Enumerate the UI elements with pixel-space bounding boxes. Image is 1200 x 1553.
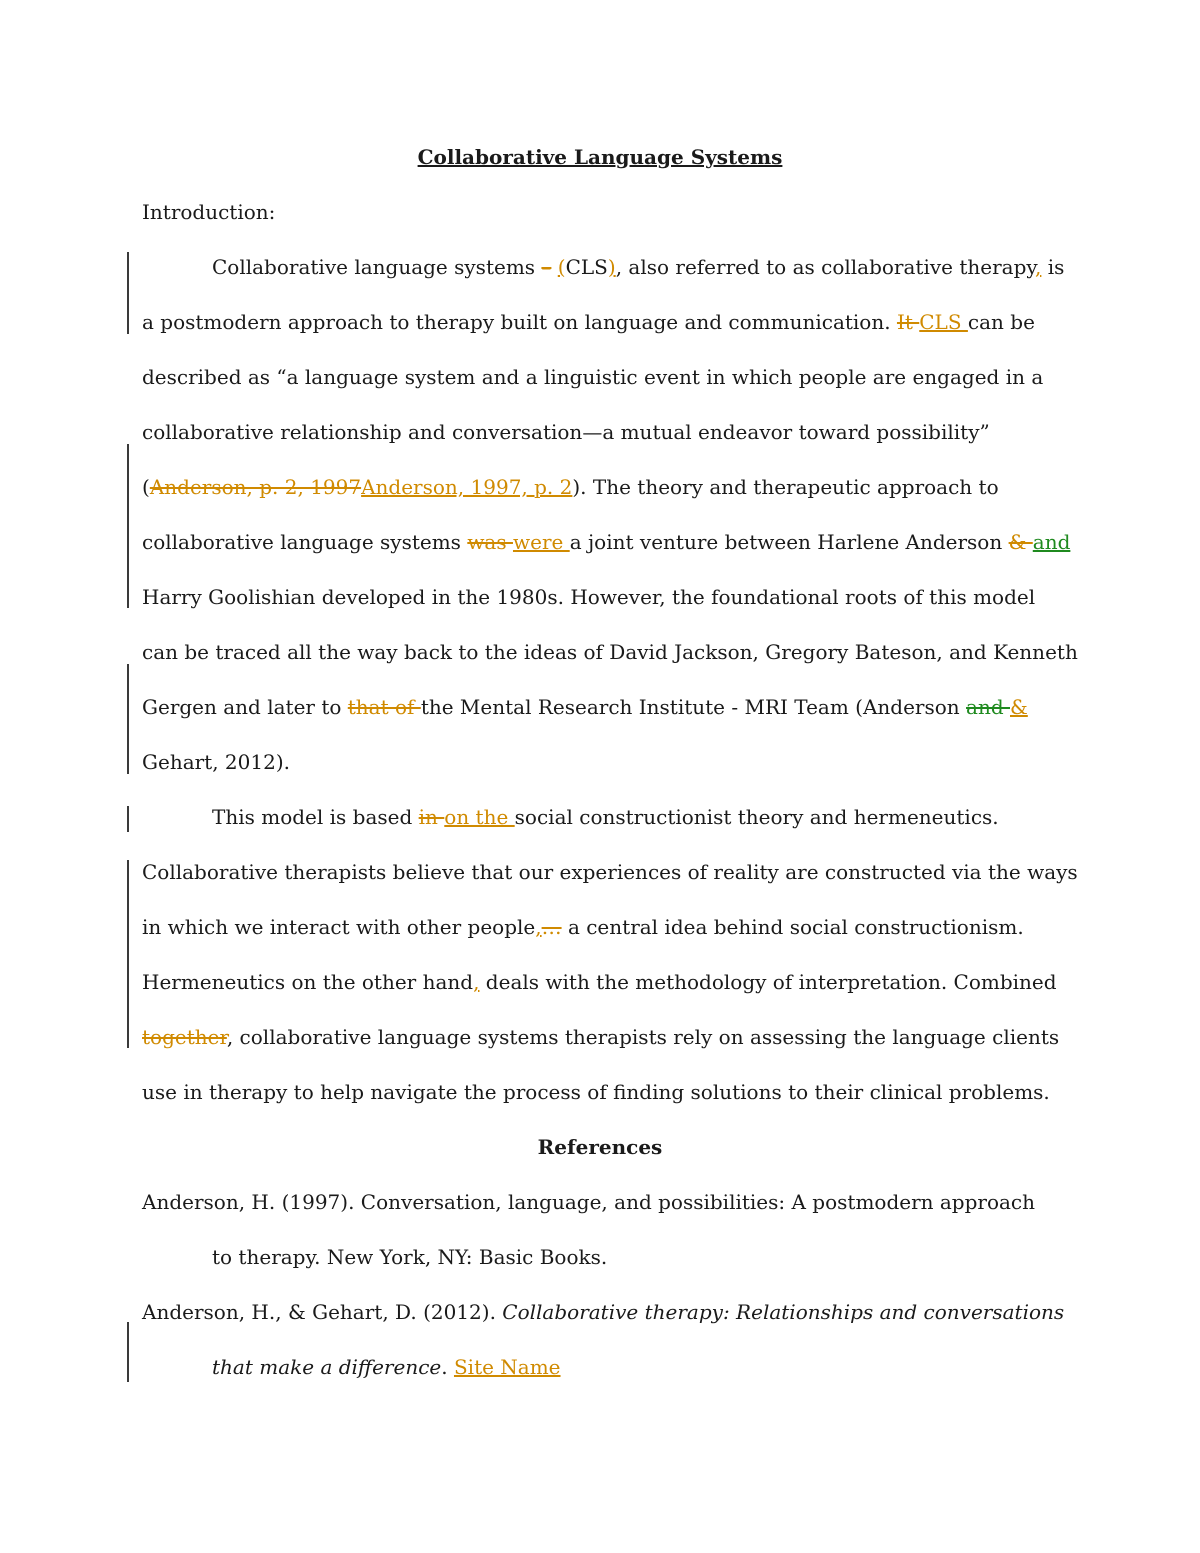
tracked-insertion: & <box>1010 695 1028 719</box>
p1-line8: can be traced all the way back to the ideas of David Jackson, Gregory Bateson, and Kenneth <box>142 640 1078 664</box>
tracked-insertion: CLS <box>919 310 968 334</box>
tracked-deletion: was <box>467 530 513 554</box>
tracked-insertion: , <box>1035 255 1042 279</box>
p2-line6: use in therapy to help navigate the process of finding solutions to their clinical problems. <box>142 1080 1050 1104</box>
change-bar <box>127 860 129 1048</box>
change-bar <box>127 1322 129 1382</box>
ref1-line2: to therapy. New York, NY: Basic Books. <box>212 1245 608 1269</box>
tracked-deletion: … <box>541 915 562 939</box>
site-name-link[interactable]: Site Name <box>453 1355 561 1379</box>
tracked-insertion: on the <box>444 805 515 829</box>
p2-line5: together, collaborative language systems therapists rely on assessing the language clients <box>142 1025 1060 1049</box>
tracked-insertion: , <box>473 970 480 994</box>
tracked-deletion: & <box>1008 530 1033 554</box>
ref2-line1: Anderson, H., & Gehart, D. (2012). Collaborative therapy: Relationships and conversations <box>142 1300 1065 1324</box>
p2-line4: Hermeneutics on the other hand, deals with the methodology of interpretation. Combined <box>142 970 1057 994</box>
tracked-insertion: and <box>1032 530 1071 554</box>
change-bar <box>127 444 129 608</box>
p2-line1: This model is based in on the social constructionist theory and hermeneutics. <box>212 805 999 829</box>
tracked-deletion: It <box>896 310 920 334</box>
tracked-deletion: and <box>966 695 1010 719</box>
p1-line2: a postmodern approach to therapy built on language and communication. It CLS can be <box>142 310 1035 334</box>
tracked-deletion: in <box>418 805 445 829</box>
references-heading: References <box>537 1135 663 1159</box>
tracked-insertion: Anderson, 1997, p. 2 <box>361 475 573 499</box>
p1-line3: described as “a language system and a linguistic event in which people are engaged in a <box>142 365 1044 389</box>
p1-line6: collaborative language systems was were a joint venture between Harlene Anderson & and <box>142 530 1071 554</box>
p1-line4: collaborative relationship and conversation—a mutual endeavor toward possibility” <box>142 420 990 444</box>
intro-heading: Introduction: <box>142 200 276 224</box>
change-bar <box>127 664 129 774</box>
p1-line10: Gehart, 2012). <box>142 750 290 774</box>
p1-line9: Gergen and later to that of the Mental Research Institute - MRI Team (Anderson and & <box>142 695 1028 719</box>
change-bar <box>127 806 129 832</box>
tracked-insertion: ( <box>557 255 566 279</box>
ref1-line1: Anderson, H. (1997). Conversation, language, and possibilities: A postmodern approach <box>142 1190 1036 1214</box>
tracked-insertion: were <box>512 530 570 554</box>
ref2-line2: that make a difference. Site Name <box>212 1355 561 1379</box>
tracked-deletion: together <box>142 1025 227 1049</box>
p2-line2: Collaborative therapists believe that our experiences of reality are constructed via the ways <box>142 860 1078 884</box>
p2-line3: in which we interact with other people,… a central idea behind social constructionism. <box>142 915 1024 939</box>
tracked-deletion: Anderson, p. 2, 1997 <box>149 475 362 499</box>
p1-line5: (Anderson, p. 2, 1997Anderson, 1997, p. 2). The theory and therapeutic approach to <box>142 475 999 499</box>
tracked-deletion: that of <box>347 695 421 719</box>
tracked-deletion: – <box>541 255 552 279</box>
tracked-insertion: ) <box>607 255 616 279</box>
p1-line1: Collaborative language systems – (CLS), also referred to as collaborative therapy, is <box>212 255 1065 279</box>
tracked-insertion: , <box>535 915 542 939</box>
change-bar <box>127 252 129 334</box>
document-title: Collaborative Language Systems <box>417 145 783 169</box>
p1-line7: Harry Goolishian developed in the 1980s. However, the foundational roots of this model <box>142 585 1036 609</box>
